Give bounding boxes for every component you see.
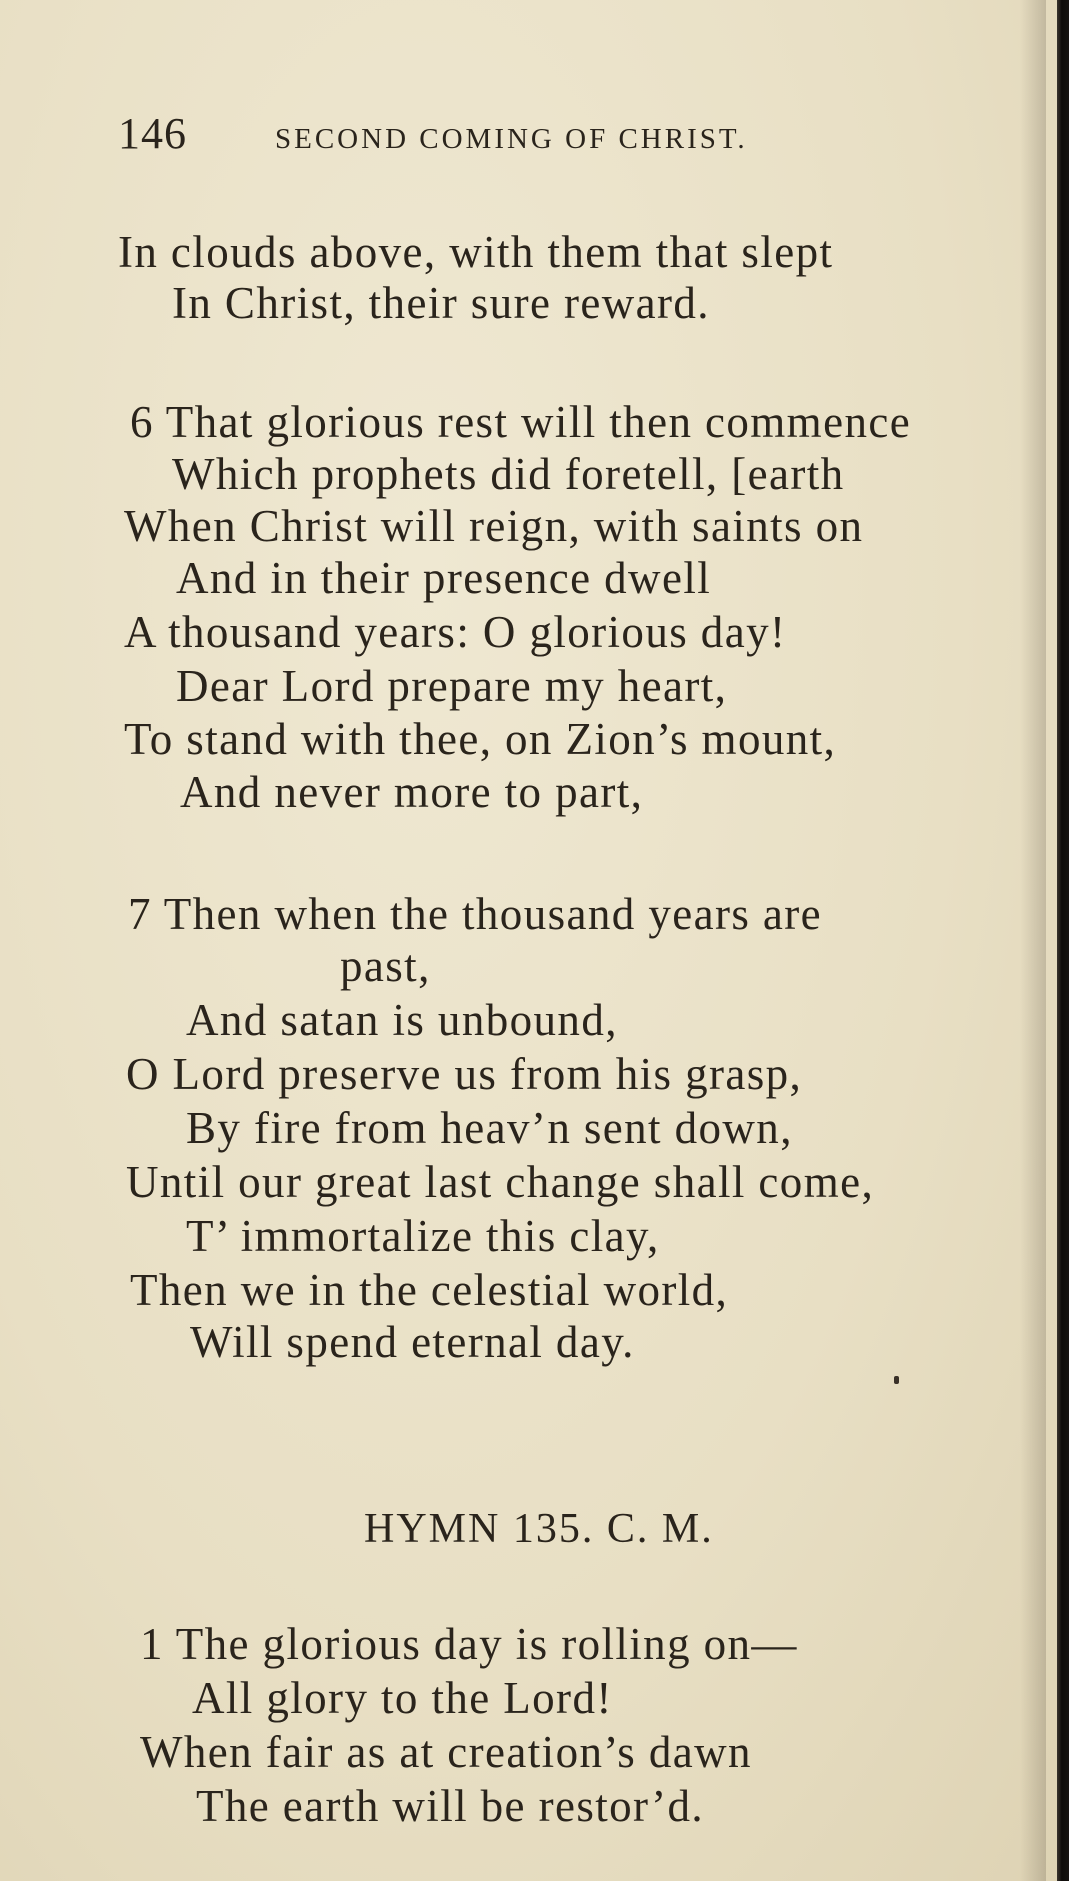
- verse-line: 7 Then when the thousand years are: [128, 889, 823, 939]
- ink-speck: [894, 1376, 899, 1384]
- running-title: SECOND COMING OF CHRIST.: [275, 123, 748, 155]
- verse-line: 1 The glorious day is rolling on—: [140, 1619, 798, 1669]
- verse-line: T’ immortalize this clay,: [186, 1211, 660, 1261]
- verse-line: When fair as at creation’s dawn: [140, 1727, 752, 1777]
- verse-line: In clouds above, with them that slept: [118, 227, 834, 277]
- verse-line: Dear Lord prepare my heart,: [176, 661, 728, 711]
- gutter-shadow: [1020, 0, 1046, 1881]
- verse-line: Which prophets did foretell, [earth: [172, 449, 845, 499]
- running-head: [118, 108, 748, 159]
- show-through: [40, 50, 51, 101]
- verse-line: 6 That glorious rest will then commence: [130, 397, 912, 447]
- hymn-heading: HYMN 135. C. M.: [364, 1506, 714, 1552]
- verse-line: The earth will be restor’d.: [196, 1781, 705, 1831]
- verse-line: past,: [340, 941, 431, 991]
- verse-line: Will spend eternal day.: [190, 1317, 635, 1367]
- verse-line: A thousand years: O glorious day!: [124, 607, 787, 657]
- verse-line: O Lord preserve us from his grasp,: [126, 1049, 803, 1099]
- verse-line: And never more to part,: [180, 767, 644, 817]
- verse-line: In Christ, their sure reward.: [172, 278, 710, 328]
- verse-line: And satan is unbound,: [186, 995, 618, 1045]
- verse-line: And in their presence dwell: [176, 553, 712, 603]
- verse-line: All glory to the Lord!: [192, 1673, 613, 1723]
- verse-line: By fire from heav’n sent down,: [186, 1103, 793, 1153]
- book-spine-edge: [1057, 0, 1069, 1881]
- verse-line: When Christ will reign, with saints on: [124, 501, 864, 551]
- verse-line: Then we in the celestial world,: [130, 1265, 729, 1315]
- verse-line: To stand with thee, on Zion’s mount,: [124, 714, 837, 764]
- page-number: 146: [118, 109, 187, 158]
- verse-line: Until our great last change shall come,: [126, 1157, 875, 1207]
